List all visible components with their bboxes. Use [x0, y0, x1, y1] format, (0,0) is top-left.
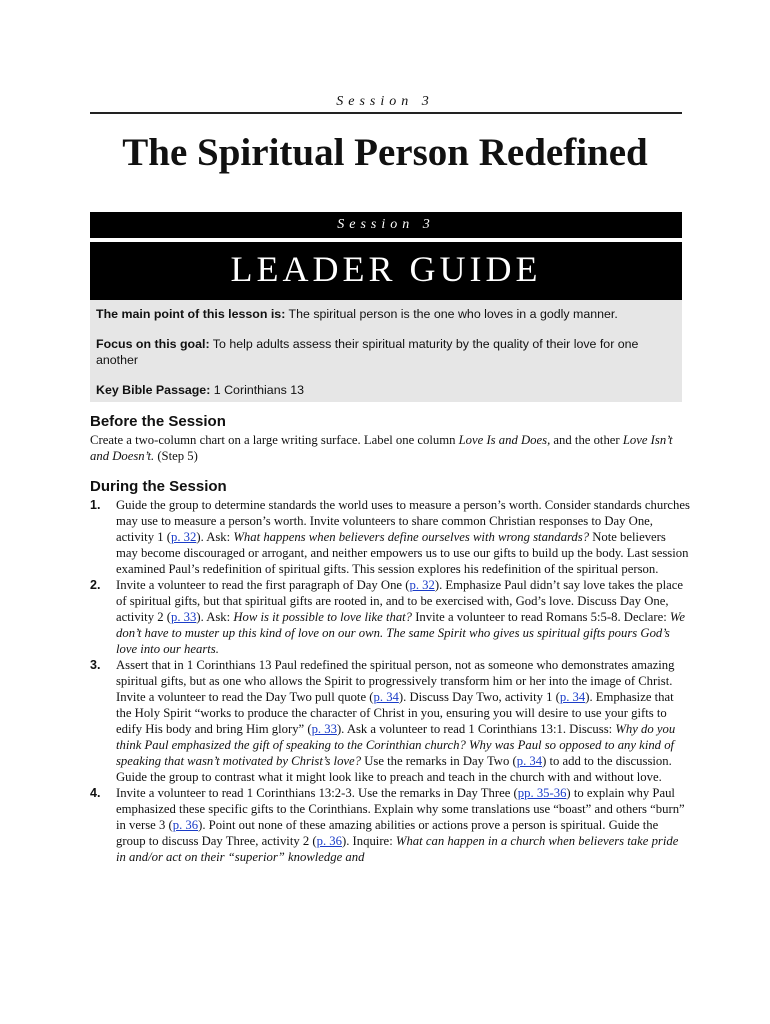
page-link[interactable]: p. 36 — [172, 818, 199, 832]
during-session-heading: During the Session — [90, 478, 227, 495]
page-link[interactable]: p. 36 — [316, 834, 342, 848]
lesson-summary-box — [90, 300, 682, 402]
passage-text: 1 Corinthians 13 — [210, 383, 305, 397]
list-item: 2. Invite a volunteer to read the first paragraph of Day One (p. 32). Emphasize Paul didn’t say love takes the place of spiritual gifts, but that spiritual gifts are rooted in, and to be exercised with, God’s love. Discuss Day One, activity 2 (p. 33). Ask: How is it possible to love like that? Invite a volunteer to read Romans 5:5-8. Declare: We don’t have to muster up this kind of love on our own. The same Spirit who gives us spiritual gifts pours God’s love into our hearts. — [90, 578, 685, 656]
page-link[interactable]: p. 32 — [170, 530, 197, 544]
step-number: 2. — [90, 578, 101, 592]
before-session-heading: Before the Session — [90, 413, 226, 430]
focus-text: To help adults assess their spiritual maturity by the quality of their love for one another — [96, 337, 639, 367]
page-link[interactable]: p. 33 — [170, 610, 197, 624]
page-title: The Spiritual Person Redefined — [122, 131, 648, 174]
key-passage — [96, 382, 676, 398]
page-link[interactable]: p. 34 — [373, 690, 399, 704]
step-number: 3. — [90, 658, 101, 672]
main-point — [96, 306, 676, 322]
page-link[interactable]: p. 33 — [311, 722, 337, 736]
step-number: 1. — [90, 498, 101, 512]
header-rule — [90, 112, 682, 114]
page-link[interactable]: pp. 35-36 — [517, 786, 567, 800]
leader-guide-banner: LEADER GUIDE — [90, 242, 682, 300]
page-link[interactable]: p. 34 — [516, 754, 543, 768]
steps-list — [90, 497, 690, 865]
main-point-label: The main point of this lesson is: — [96, 307, 286, 321]
main-point-text: The spiritual person is the one who loves in a godly manner. — [285, 307, 618, 321]
banner-session-label: Session 3 — [90, 212, 682, 238]
session-label-top: Session 3 — [336, 94, 434, 109]
before-session-text: Create a two-column chart on a large writing surface. Label one column Love Is and Does, and the other Love Isn’t and Doesn’t. (Step 5) — [90, 433, 673, 463]
page-link[interactable]: p. 32 — [409, 578, 435, 592]
step-number: 4. — [90, 786, 101, 800]
list-item: 3. Assert that in 1 Corinthians 13 Paul redefined the spiritual person, not as someone who demonstrates amazing spiritual gifts, but as one who allows the Spirit to progressively transform him or her into the image of Christ. Invite a volunteer to read the Day Two pull quote (p. 34). Discuss Day Two, activity 1 (p. 34). Emphasize that the Holy Spirit “works to produce the character of Christ in you, ensuring you will desire to use your gifts to edify His body and bring Him glory” (p. 33). Ask a volunteer to read 1 Corinthians 13:1. Discuss: Why do you think Paul emphasized the gift of speaking to the Corinthian church? Why was Paul so opposed to any kind of speaking that wasn’t motivated by Christ’s love? Use the remarks in Day Two (p. 34) to add to the discussion. Guide the group to contrast what it might look like to preach and teach in the church with and without love. — [90, 658, 676, 784]
list-item: 4. Invite a volunteer to read 1 Corinthians 13:2-3. Use the remarks in Day Three (pp. 35-36) to explain why Paul emphasized these specific gifts to the Corinthians. Explain why some translations use “boast” and others “burn” in verse 3 (p. 36). Point out none of these amazing abilities or actions prove a person is spiritual. Guide the group to discuss Day Three, activity 2 (p. 36). Inquire: What can happen in a church when believers take pride in and/or act on their “superior” knowledge and — [90, 786, 685, 864]
page-link[interactable]: p. 34 — [559, 690, 586, 704]
passage-label: Key Bible Passage: — [96, 383, 211, 397]
list-item: 1. Guide the group to determine standards the world uses to measure a person’s worth. Consider standards churches may use to measure a person’s worth. Invite volunteers to share common Christian responses to Day One, activity 1 (p. 32). Ask: What happens when believers define ourselves with wrong standards? Note believers may become discouraged or arrogant, and neither empowers us to use our gifts to build up the body. Last session examined Paul’s redefinition of spiritual gifts. This session explores his redefinition of the spiritual person. — [90, 498, 690, 576]
focus-label: Focus on this goal: — [96, 337, 210, 351]
focus-goal — [96, 336, 676, 368]
